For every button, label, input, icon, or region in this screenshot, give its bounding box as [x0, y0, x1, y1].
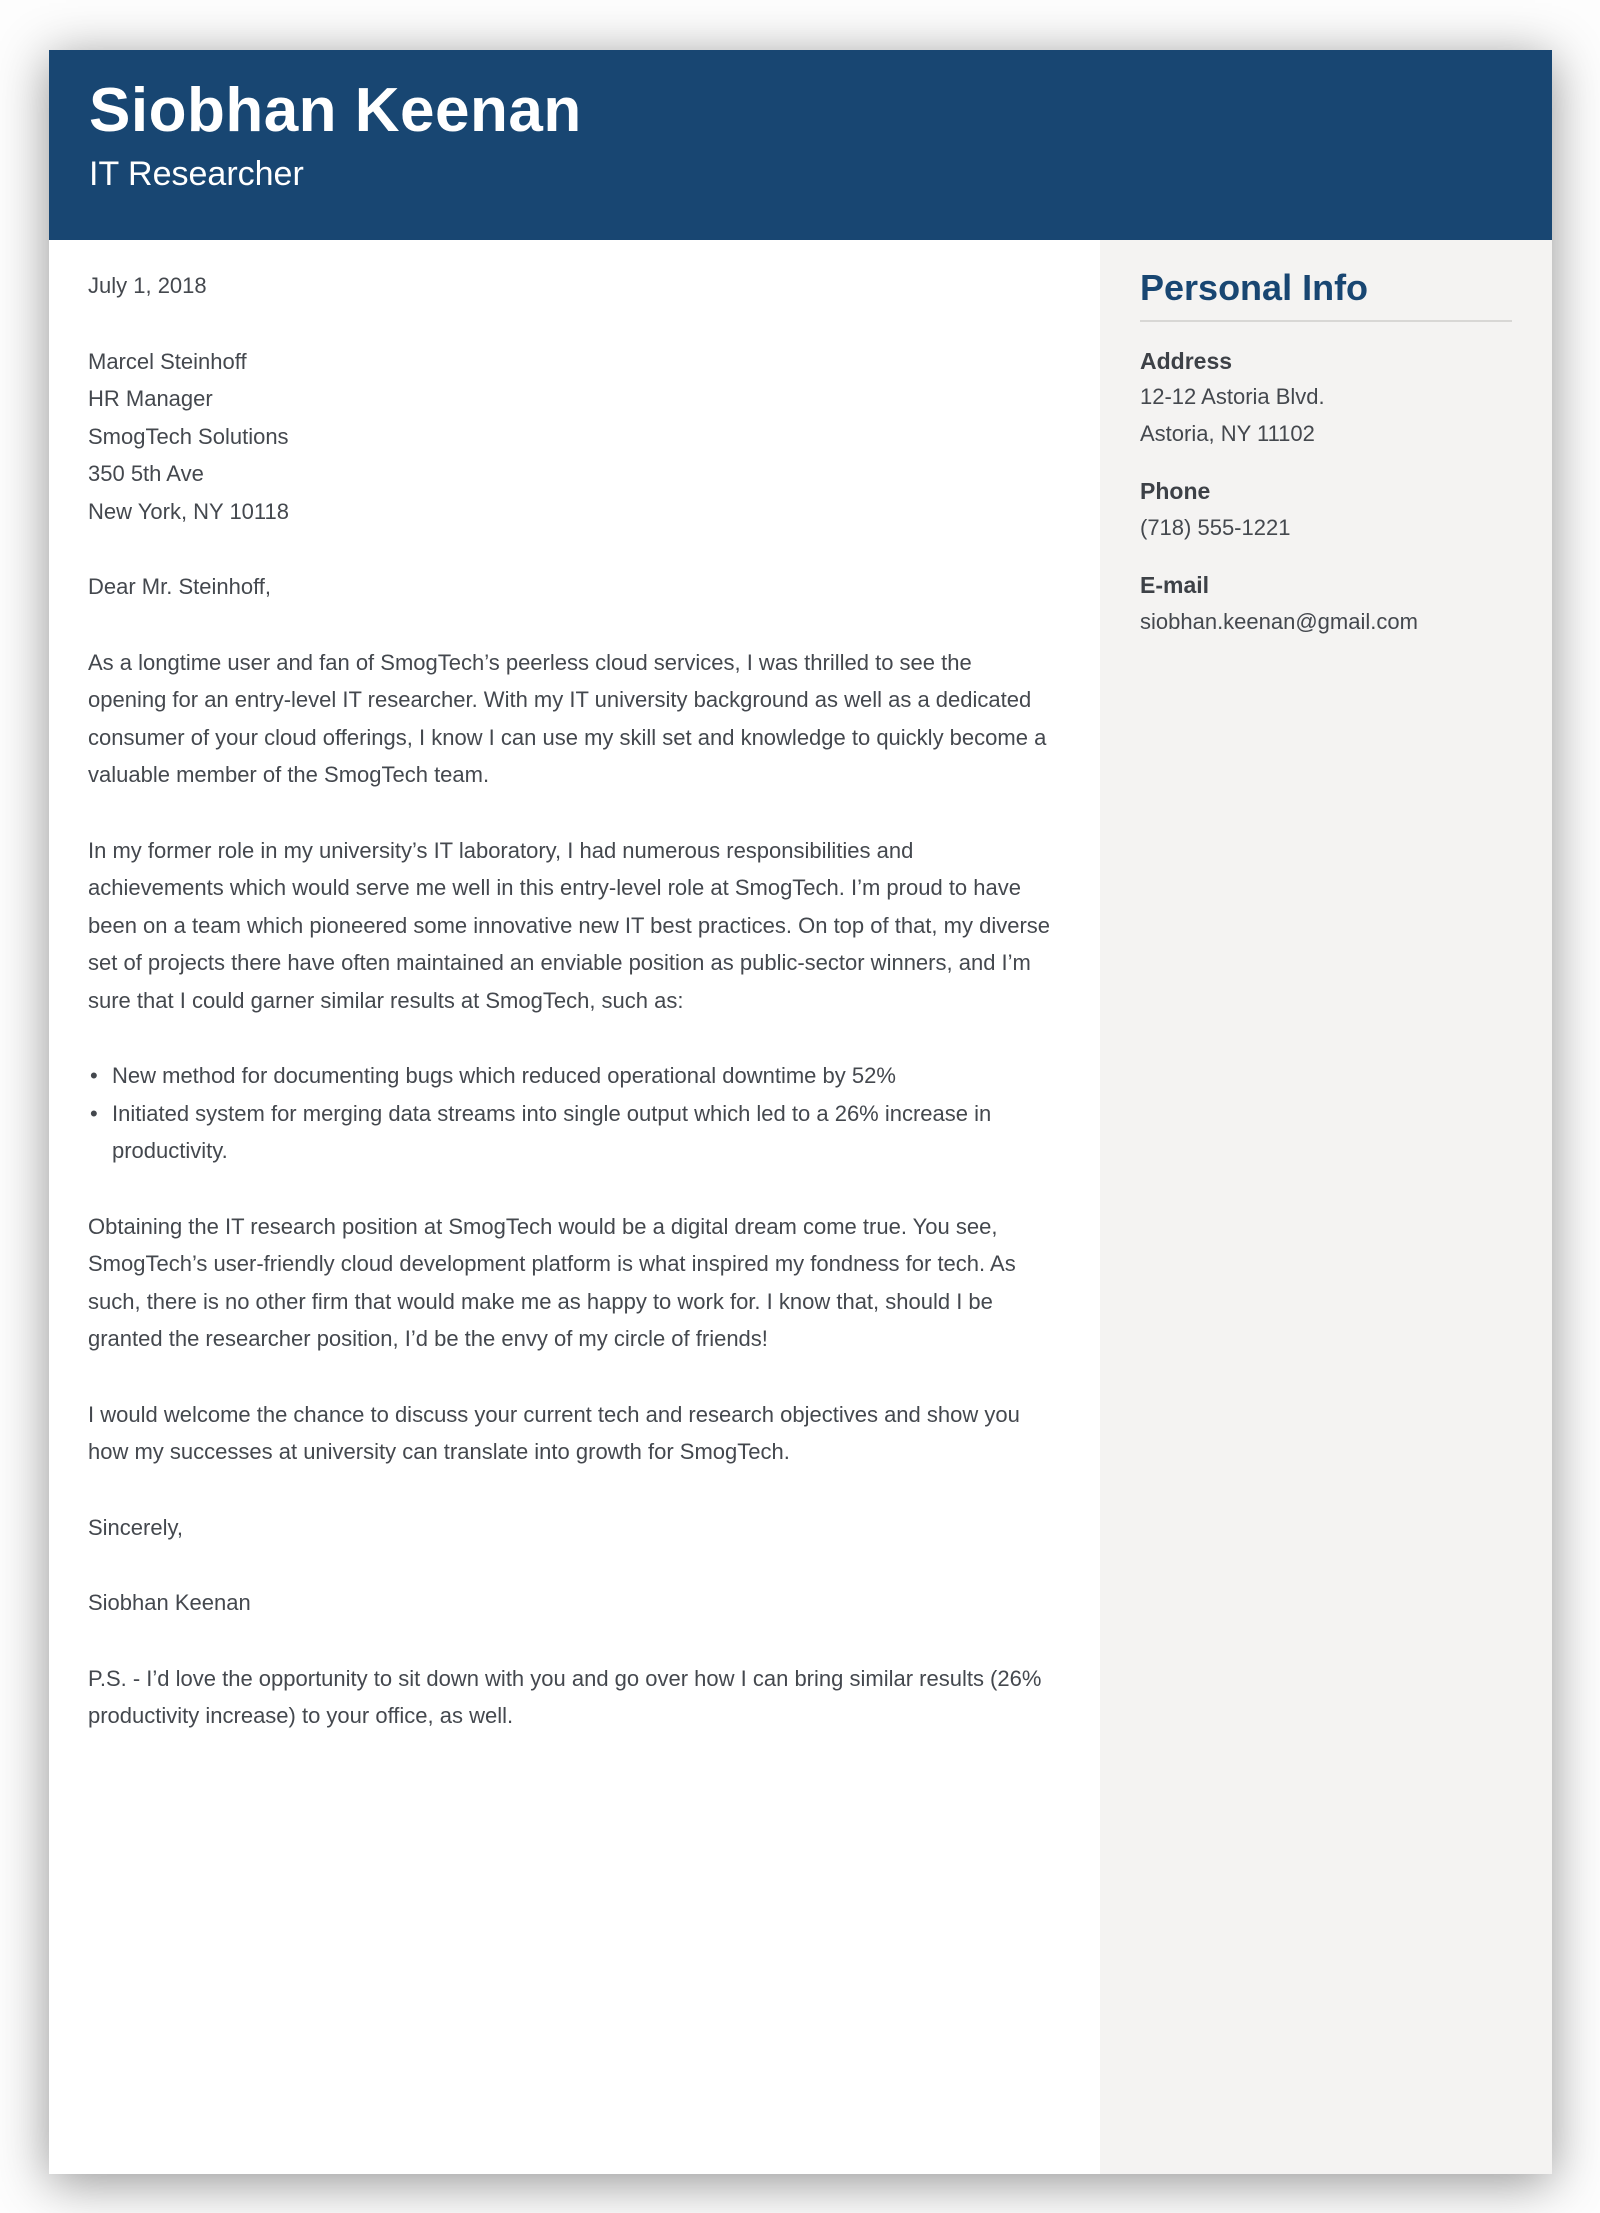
sidebar-heading: Personal Info [1140, 267, 1369, 308]
signature-name: Siobhan Keenan [88, 1590, 251, 1615]
recipient-street: 350 5th Ave [88, 461, 204, 486]
recipient-block [88, 343, 1053, 531]
sidebar-divider [1140, 320, 1512, 322]
letter-header [49, 50, 1552, 240]
bullet-item: • Initiated system for merging data streams into single output which led to a 26% increase in productivity. [88, 1095, 1053, 1170]
letter-paragraph-closing: I would welcome the chance to discuss your current tech and research objectives and show you how my successes at university can translate into growth for SmogTech. [88, 1401, 1020, 1464]
salutation: Dear Mr. Steinhoff, [88, 574, 272, 599]
recipient-city: New York, NY 10118 [88, 498, 289, 524]
letter-content [49, 240, 1552, 2174]
signoff: Sincerely, [88, 1514, 183, 1540]
sidebar-section-phone [1140, 473, 1512, 546]
sidebar-section-address [1140, 343, 1512, 453]
recipient-role: HR Manager [88, 386, 213, 411]
address-line-2: Astoria, NY 11102 [1140, 420, 1315, 446]
applicant-job-title: IT Researcher [89, 155, 304, 194]
bullet-item: • New method for documenting bugs which reduced operational downtime by 52% [88, 1057, 1053, 1095]
letter-paragraph-motivation: Obtaining the IT research position at SmogTech would be a digital dream come true. You see, SmogTech’s user-friendly cloud development platform is what inspired my fondness for tech. As such, there is no other firm that would make me as happy to work for. I know that, should I be granted the researcher position, I’d be the envy of my circle of friends! [88, 1213, 1016, 1351]
recipient-name: Marcel Steinhoff [88, 348, 247, 374]
phone-label: Phone [1140, 478, 1211, 505]
sidebar-section-email [1140, 567, 1512, 640]
letter-body [49, 240, 1100, 2174]
postscript: P.S. - I’d love the opportunity to sit down with you and go over how I can bring similar results (26% productivity increase) to your office, as well. [88, 1665, 1042, 1728]
letter-date: July 1, 2018 [88, 273, 207, 298]
email-value: siobhan.keenan@gmail.com [1140, 608, 1418, 634]
address-label: Address [1140, 347, 1233, 374]
letter-paragraph-experience: In my former role in my university’s IT laboratory, I had numerous responsibilities and achievements which would serve me well in this entry-level role at SmogTech. I’m proud to have been on a team which pioneered some innovative new IT best practices. On top of that, my diverse set of projects there have often maintained an enviable position as public-sector winners, and I’m sure that I could garner similar results at SmogTech, such as: [88, 837, 1051, 1013]
recipient-company: SmogTech Solutions [88, 423, 289, 449]
achievements-list [88, 1057, 1053, 1170]
address-line-1: 12-12 Astoria Blvd. [1140, 384, 1325, 410]
personal-info-sidebar [1100, 240, 1552, 2174]
letter-paragraph-intro: As a longtime user and fan of SmogTech’s peerless cloud services, I was thrilled to see the opening for an entry-level IT researcher. With my IT university background as well as a dedicated consumer of your cloud offerings, I know I can use my skill set and knowledge to quickly become a valuable member of the SmogTech team. [88, 649, 1047, 787]
email-label: E-mail [1140, 572, 1210, 599]
phone-value: (718) 555-1221 [1140, 514, 1291, 540]
applicant-name: Siobhan Keenan [89, 76, 582, 145]
cover-letter-document [49, 50, 1552, 2174]
